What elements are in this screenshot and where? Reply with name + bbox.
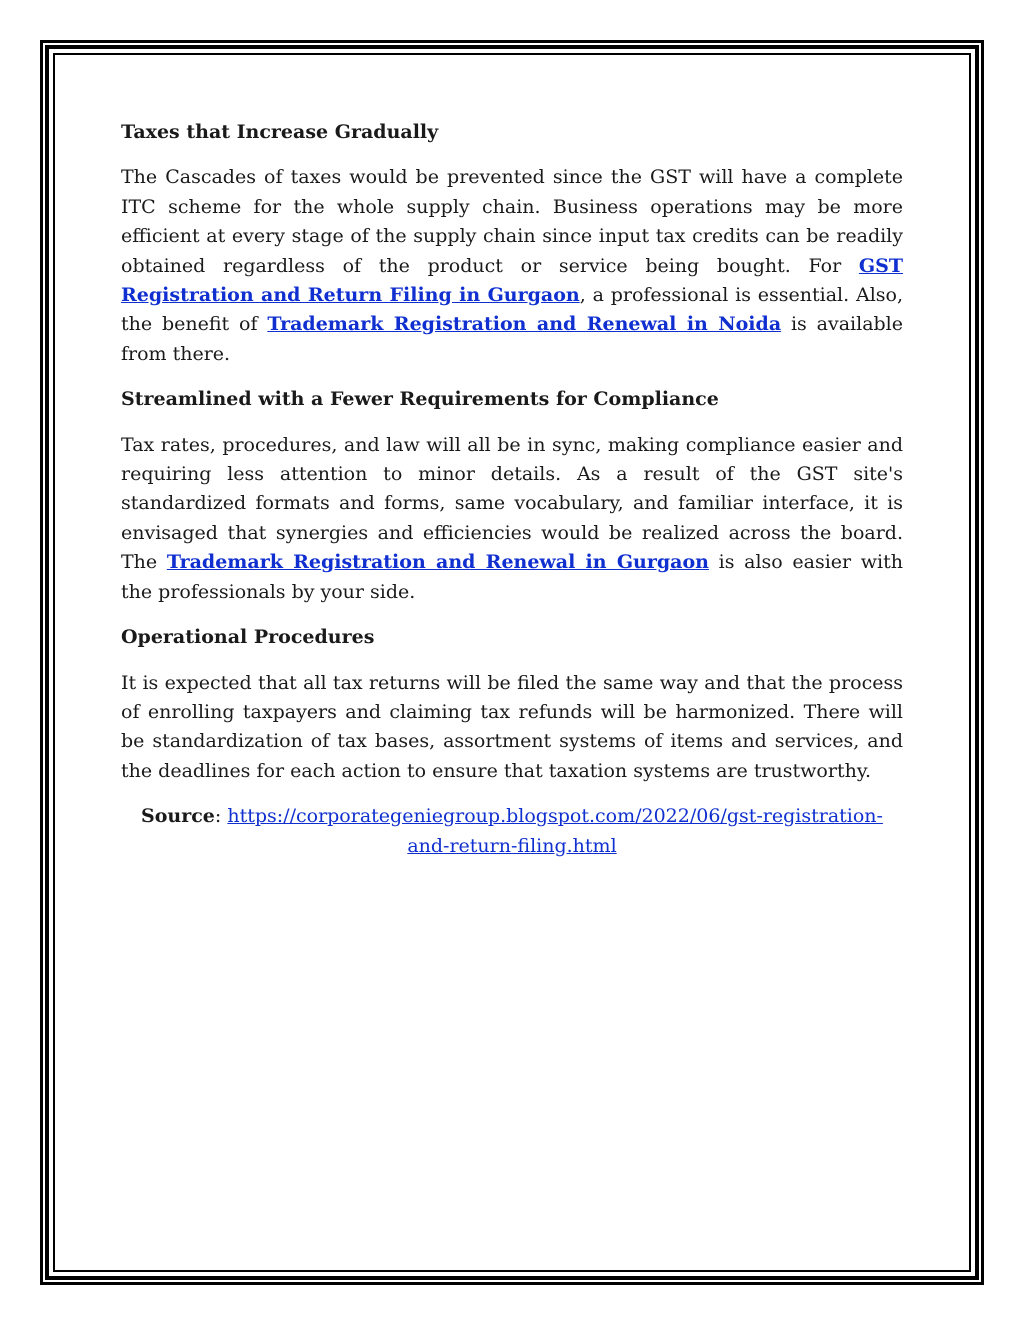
document-body [121,118,903,877]
link-trademark-registration-gurgaon[interactable]: Trademark Registration and Renewal in Gurgaon [166,551,709,574]
link-gst-registration-gurgaon[interactable]: GST Registration and Return Filing in Gurgaon [121,254,903,307]
paragraph-text: , a professional is essential. Also, the benefit of [121,284,904,336]
heading-taxes-increase-gradually: Taxes that Increase Gradually [121,121,439,143]
heading-streamlined-compliance: Streamlined with a Fewer Requirements for Compliance [121,388,719,411]
heading-operational-procedures: Operational Procedures [121,626,375,649]
paragraph-cascades-of-taxes [121,163,903,369]
source-label: Source [141,805,215,828]
source-line [121,802,903,861]
paragraph-text: is also easier with the professionals by your side. [121,551,903,603]
link-trademark-registration-noida[interactable]: Trademark Registration and Renewal in Noida [267,313,782,336]
paragraph-text: Tax rates, procedures, and law will all be in sync, making compliance easier and requiring less attention to minor details. As a result of the GST site's standardized formats and forms, same vocabulary, and familiar interface, it is envisaged that synergies and efficiencies would be realized across the board. The [121,433,903,574]
paragraph-tax-rates-sync [121,431,903,607]
source-separator: : [214,805,228,828]
paragraph-text: The Cascades of taxes would be prevented since the GST will have a complete ITC scheme for the whole supply chain. Business operations may be more efficient at every stage of the supply chain since input tax credits can be readily obtained regardless of the product or service being bought. For [121,166,903,277]
paragraph-tax-returns-filed: It is expected that all tax returns will be filed the same way and that the process of enrolling taxpayers and claiming tax refunds will be harmonized. There will be standardization of tax bases, assortment systems of items and services, and the deadlines for each action to ensure that taxation systems are trustworthy. [121,671,903,782]
source-url-link[interactable]: https://corporategeniegroup.blogspot.com/2022/06/gst-registration-and-return-filing.html [227,805,883,857]
paragraph-text: is available from there. [121,313,904,365]
